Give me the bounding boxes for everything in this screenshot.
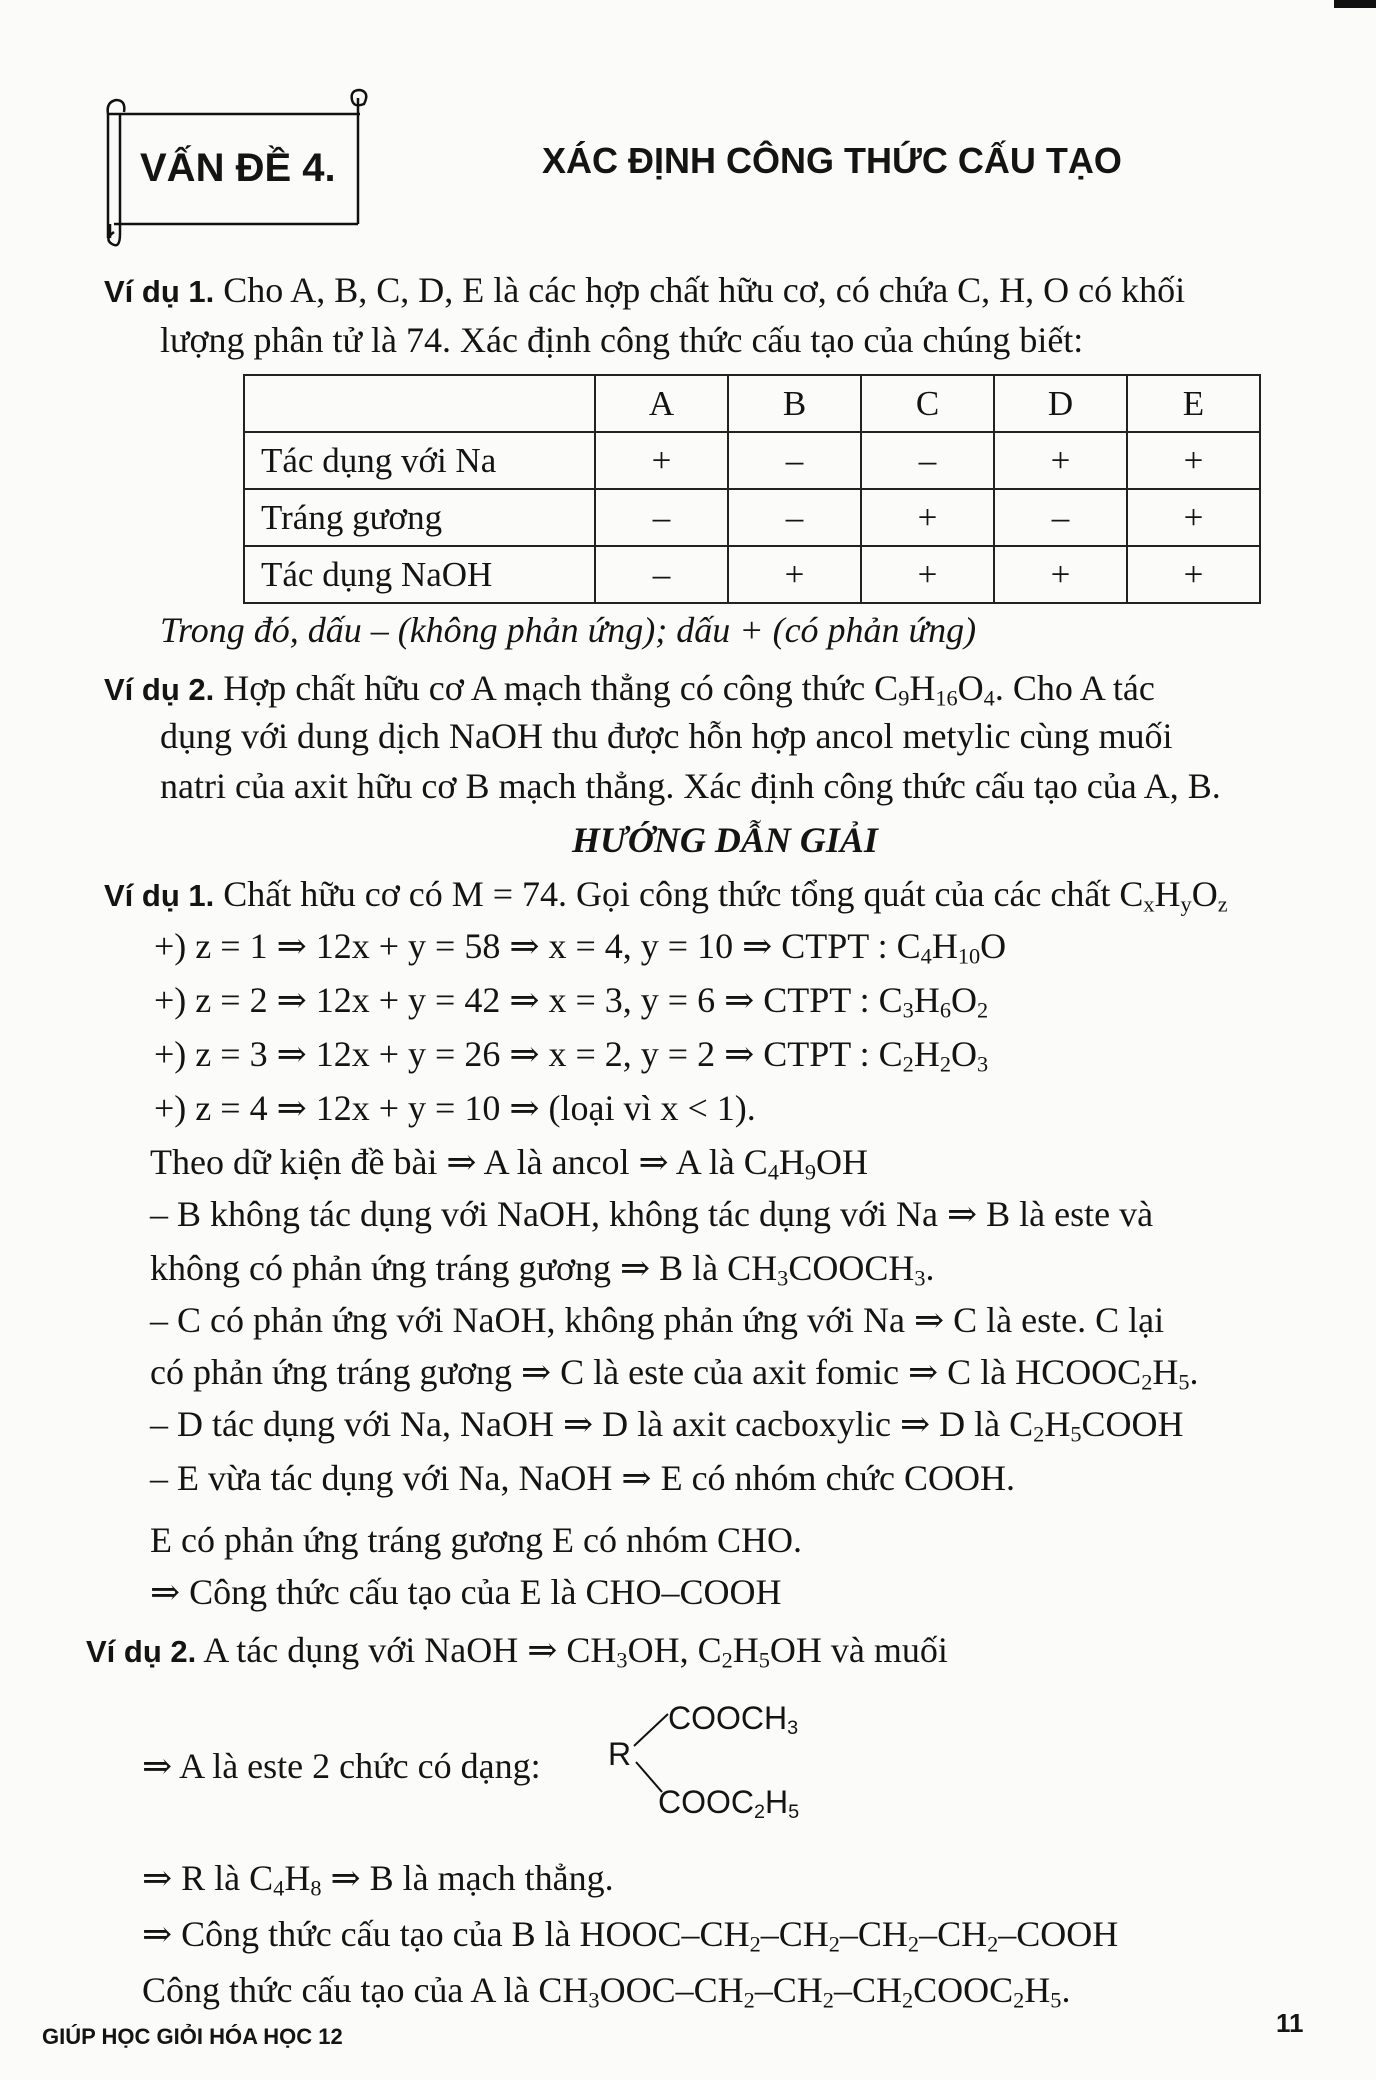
page-number: 11	[1276, 2008, 1304, 2038]
example1-line1	[104, 268, 1185, 314]
struct-top-group: $COOCH_3$	[668, 1700, 799, 1739]
page-corner-mark	[1334, 0, 1376, 8]
case-z1: +) z = 1 ⇒ 12x + y = 58 ⇒ x = 4, y = 10 ⇒ CTPT : $C_4H_{10}O$	[154, 926, 1007, 969]
reaction-table	[243, 374, 1261, 604]
table-cell: +	[1127, 432, 1260, 489]
table-row-label: Tác dụng NaOH	[244, 546, 595, 603]
table-cell: +	[861, 546, 994, 603]
conclusion-a: Theo dữ kiện đề bài ⇒ A là ancol ⇒ A là $C_4H_9OH$	[150, 1142, 869, 1185]
table-row	[244, 432, 1260, 489]
table-cell: +	[994, 546, 1127, 603]
conclusion-e-2: E có phản ứng tráng gương E có nhóm CHO.	[150, 1520, 802, 1560]
table-cell: +	[861, 489, 994, 546]
case-z3: +) z = 3 ⇒ 12x + y = 26 ⇒ x = 2, y = 2 ⇒ CTPT : $C_2H_2O_3$	[154, 1034, 989, 1077]
table-cell: –	[861, 432, 994, 489]
table-cell: +	[1127, 489, 1260, 546]
problem-box-label: VẤN ĐỀ 4.	[140, 146, 336, 190]
b-structure: ⇒ Công thức cấu tạo của B là HOOC–$CH_2-CH_2-CH_2-CH_2$–COOH	[142, 1914, 1119, 1957]
table-header-cell: D	[994, 375, 1127, 432]
table-cell: +	[595, 432, 728, 489]
example1-note: Trong đó, dấu – (không phản ứng); dấu + (có phản ứng)	[160, 610, 977, 650]
table-cell: –	[728, 432, 861, 489]
table-cell: –	[728, 489, 861, 546]
table-cell: –	[595, 546, 728, 603]
table-cell: –	[595, 489, 728, 546]
conclusion-b-2: không có phản ứng tráng gương ⇒ B là $CH_3COOCH_3$.	[150, 1248, 935, 1291]
table-cell: +	[994, 432, 1127, 489]
struct-bottom-group: $COOC_2H_5$	[658, 1784, 800, 1823]
solution-ex1-intro: Chất hữu cơ có M = 74. Gọi công thức tổng quát của các chất $C_xH_yO_z$	[223, 874, 1228, 917]
table-header-cell: C	[861, 375, 994, 432]
conclusion-c-2: có phản ứng tráng gương ⇒ C là este của axit fomic ⇒ C là $HCOOC_2H_5$.	[150, 1352, 1199, 1395]
solution-ex2-intro-line	[86, 1628, 948, 1674]
table-header-cell: A	[595, 375, 728, 432]
ester-form-line: ⇒ A là este 2 chức có dạng:	[142, 1746, 541, 1786]
table-row	[244, 546, 1260, 603]
example1-label: Ví dụ 1.	[104, 274, 215, 309]
table-cell: +	[1127, 546, 1260, 603]
r-conclusion: ⇒ R là $C_4H_8$ ⇒ B là mạch thẳng.	[142, 1858, 614, 1901]
a-structure: Công thức cấu tạo của A là $CH_3OOC-CH_2-CH_2-CH_2COOC_2H_5$.	[142, 1970, 1071, 2013]
case-z4: +) z = 4 ⇒ 12x + y = 10 ⇒ (loại vì x < 1).	[154, 1088, 756, 1128]
conclusion-e-3: ⇒ Công thức cấu tạo của E là CHO–COOH	[150, 1572, 782, 1612]
case-z2: +) z = 2 ⇒ 12x + y = 42 ⇒ x = 3, y = 6 ⇒ CTPT : $C_3H_6O_2$	[154, 980, 989, 1023]
conclusion-d: – D tác dụng với Na, NaOH ⇒ D là axit cacboxylic ⇒ D là $C_2H_5COOH$	[150, 1404, 1184, 1447]
table-row-label: Tác dụng với Na	[244, 432, 595, 489]
table-header-row	[244, 375, 1260, 432]
solution-ex1-intro-line	[104, 872, 1228, 918]
table-header-cell: E	[1127, 375, 1260, 432]
example1-text1: Cho A, B, C, D, E là các hợp chất hữu cơ, có chứa C, H, O có khối	[223, 270, 1186, 310]
solution-ex1-label: Ví dụ 1.	[104, 878, 215, 913]
example1-line2: lượng phân tử là 74. Xác định công thức cấu tạo của chúng biết:	[160, 320, 1084, 360]
table-row-label: Tráng gương	[244, 489, 595, 546]
example2-line2: dụng với dung dịch NaOH thu được hỗn hợp ancol metylic cùng muối	[160, 716, 1173, 756]
solution-heading: HƯỚNG DẪN GIẢI	[572, 820, 878, 860]
book-title-footer: GIÚP HỌC GIỎI HÓA HỌC 12	[42, 2024, 343, 2049]
example2-line3: natri của axit hữu cơ B mạch thẳng. Xác định công thức cấu tạo của A, B.	[160, 766, 1221, 806]
table-cell: –	[994, 489, 1127, 546]
solution-ex2-intro: A tác dụng với NaOH ⇒ $CH_3OH$, $C_2H_5OH$ và muối	[203, 1630, 948, 1673]
conclusion-c-1: – C có phản ứng với NaOH, không phản ứng với Na ⇒ C là este. C lại	[150, 1300, 1165, 1340]
conclusion-e-1: – E vừa tác dụng với Na, NaOH ⇒ E có nhóm chức COOH.	[150, 1458, 1016, 1498]
example2-line1	[104, 666, 1155, 712]
example2-label: Ví dụ 2.	[104, 672, 215, 707]
table-row	[244, 489, 1260, 546]
solution-ex2-label: Ví dụ 2.	[86, 1634, 197, 1669]
table-header-cell: B	[728, 375, 861, 432]
page-title: XÁC ĐỊNH CÔNG THỨC CẤU TẠO	[542, 140, 1122, 181]
conclusion-b-1: – B không tác dụng với NaOH, không tác dụng với Na ⇒ B là este và	[150, 1194, 1154, 1234]
table-corner-cell	[244, 375, 595, 432]
struct-r: R	[608, 1736, 632, 1772]
example2-text1: Hợp chất hữu cơ A mạch thẳng có công thức $C_9H_{16}O_4$. Cho A tác	[223, 668, 1155, 711]
table-cell: +	[728, 546, 861, 603]
